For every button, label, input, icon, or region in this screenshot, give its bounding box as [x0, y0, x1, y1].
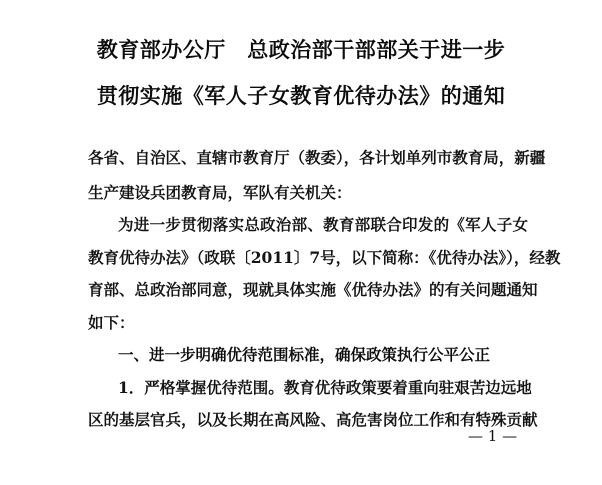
item-1-line-2: 区的基层官兵，以及长期在高风险、高危害岗位工作和有特殊贡献: [88, 410, 538, 429]
section-1-heading: 一、进一步明确优待范围标准，确保政策执行公平公正: [118, 346, 491, 364]
paragraph-1-line-1: 为进一步贯彻落实总政治部、教育部联合印发的《军人子女: [118, 215, 528, 234]
page-number: — 1 —: [468, 427, 518, 445]
paragraph-1-line-3: 育部、总政治部同意，现就具体实施《优待办法》的有关问题通知: [88, 280, 538, 299]
document-title-line-2: 贯彻实施《军人子女教育优待办法》的通知: [96, 83, 506, 108]
paragraph-1-line-4: 如下：: [88, 313, 135, 332]
paragraph-1-line-2: 教育优待办法》（政联〔2011〕7号，以下简称：《优待办法》），经教: [88, 248, 561, 267]
document-title-line-1: 教育部办公厅 总政治部干部部关于进一步: [96, 37, 506, 62]
addressee-line-2: 生产建设兵团教育局，军队有关机关：: [88, 183, 352, 202]
addressee-line-1: 各省、自治区、直辖市教育厅（教委），各计划单列市教育局，新疆: [88, 148, 546, 167]
item-1-line-1: 1．严格掌握优待范围。教育优待政策要着重向驻艰苦边远地: [118, 378, 532, 397]
